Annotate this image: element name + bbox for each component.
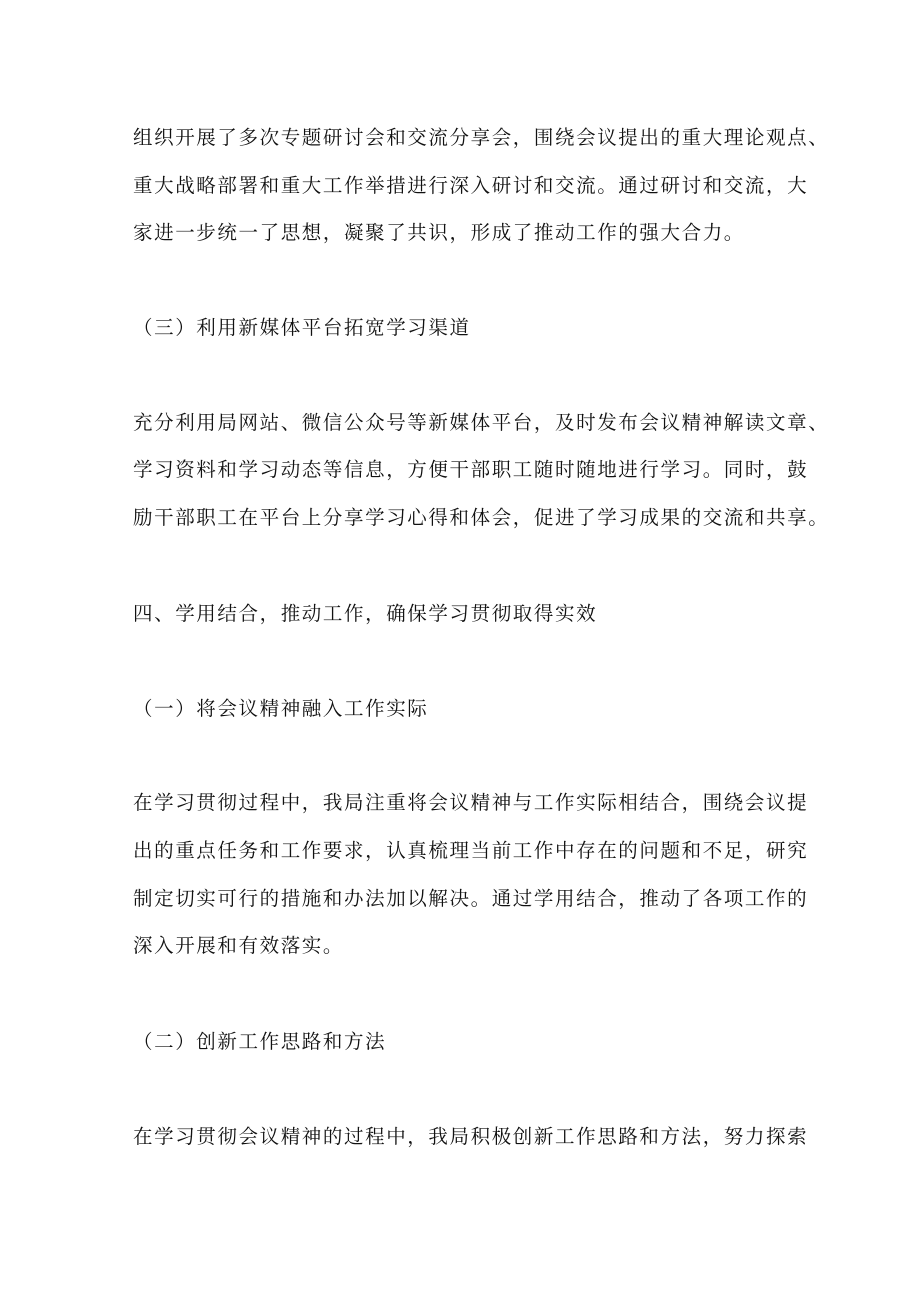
subsection-heading: （二）创新工作思路和方法 <box>133 1030 387 1053</box>
paragraph-line: 在学习贯彻会议精神的过程中，我局积极创新工作思路和方法，努力探索 <box>133 1125 809 1148</box>
paragraph-line: 出的重点任务和工作要求，认真梳理当前工作中存在的问题和不足，研究 <box>133 839 809 862</box>
section-heading: 四、学用结合，推动工作，确保学习贯彻取得实效 <box>133 602 598 625</box>
paragraph-line: 学习资料和学习动态等信息，方便干部职工随时随地进行学习。同时，鼓 <box>133 458 809 481</box>
paragraph-line: 组织开展了多次专题研讨会和交流分享会，围绕会议提出的重大理论观点、 <box>133 126 830 149</box>
paragraph-line: 深入开展和有效落实。 <box>133 934 345 957</box>
paragraph-line: 充分利用局网站、微信公众号等新媒体平台，及时发布会议精神解读文章、 <box>133 411 830 434</box>
paragraph-line: 励干部职工在平台上分享学习心得和体会，促进了学习成果的交流和共享。 <box>133 506 830 529</box>
paragraph-line: 在学习贯彻过程中，我局注重将会议精神与工作实际相结合，围绕会议提 <box>133 791 809 814</box>
subsection-heading: （三）利用新媒体平台拓宽学习渠道 <box>133 316 471 339</box>
subsection-heading: （一）将会议精神融入工作实际 <box>133 697 429 720</box>
paragraph-line: 重大战略部署和重大工作举措进行深入研讨和交流。通过研讨和交流，大 <box>133 174 809 197</box>
paragraph-line: 家进一步统一了思想，凝聚了共识，形成了推动工作的强大合力。 <box>133 221 745 244</box>
paragraph-line: 制定切实可行的措施和办法加以解决。通过学用结合，推动了各项工作的 <box>133 887 809 910</box>
